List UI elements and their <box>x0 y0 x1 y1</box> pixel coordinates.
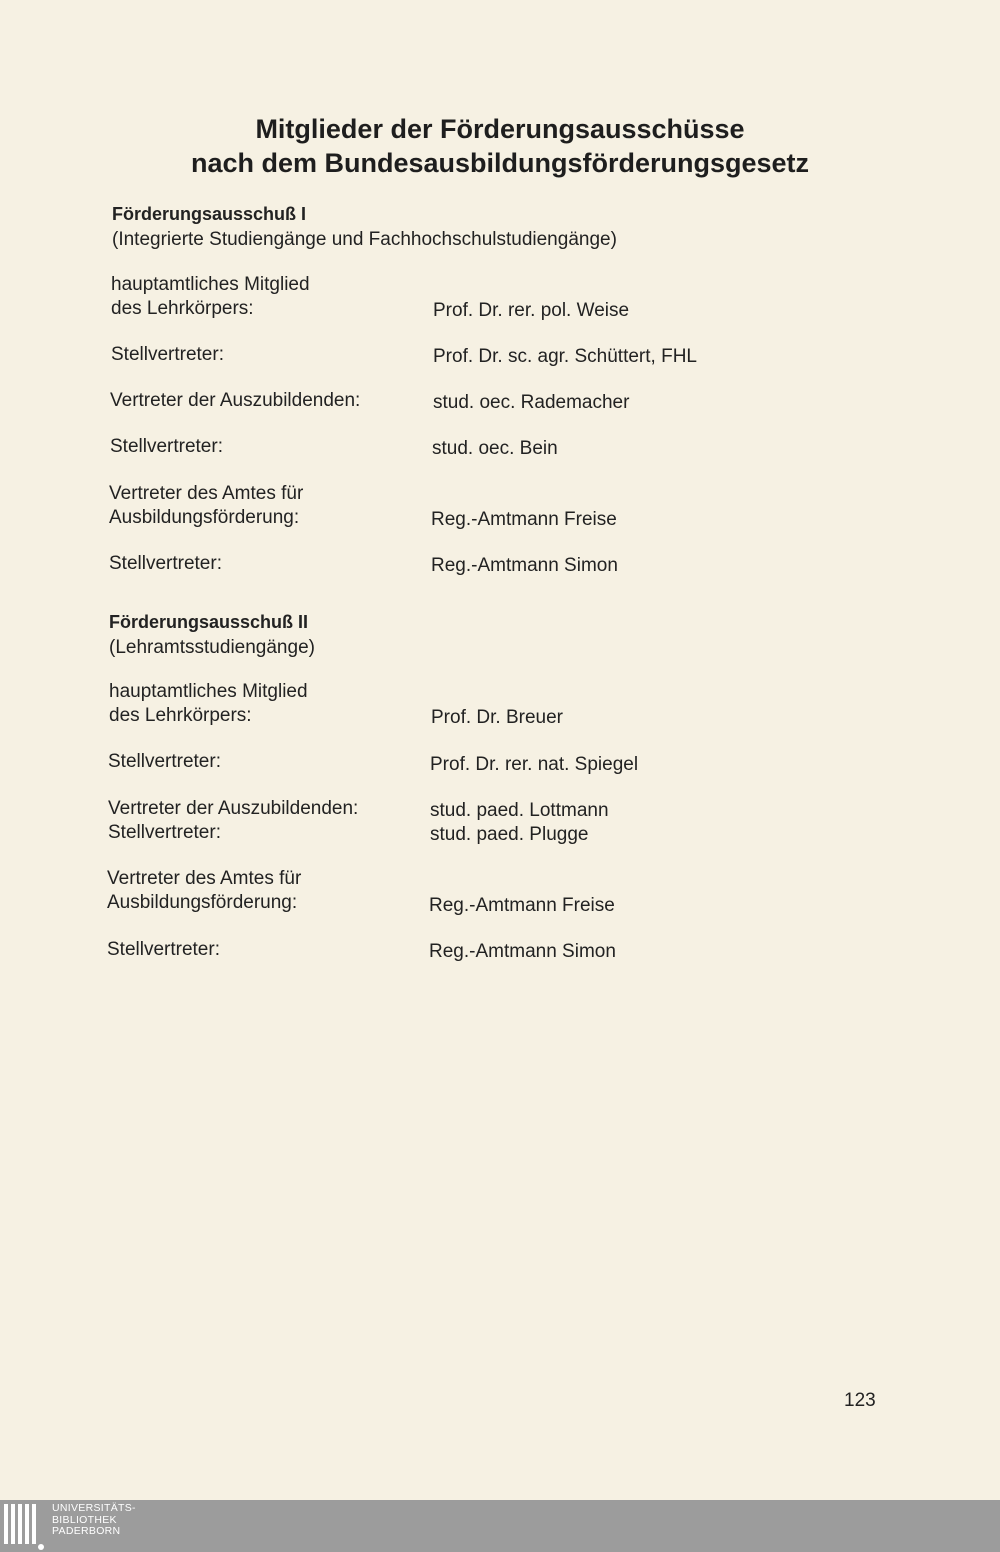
section-2-heading <box>109 610 315 660</box>
s1-value-member: Prof. Dr. rer. pol. Weise <box>433 300 630 321</box>
s1-label-office-line2: Ausbildungsförderung: <box>109 507 300 528</box>
title-line-1: Mitglieder der Förderungsausschüsse <box>255 114 745 144</box>
s2-value-students <box>430 799 609 847</box>
s1-value-deputy-3: Reg.-Amtmann Simon <box>431 555 618 576</box>
library-footer-bar <box>0 1500 1000 1552</box>
s1-label-deputy-2: Stellvertreter: <box>110 436 223 457</box>
s2-value-member: Prof. Dr. Breuer <box>431 707 563 728</box>
section-1-title: Förderungsausschuß I <box>112 204 307 224</box>
library-name <box>52 1503 136 1538</box>
s1-value-deputy-2: stud. oec. Bein <box>432 438 558 459</box>
s2-label-students-line2: Stellvertreter: <box>108 822 221 843</box>
s2-label-office-line2: Ausbildungsförderung: <box>107 892 298 913</box>
s2-label-member <box>109 680 308 728</box>
section-2-title: Förderungsausschuß II <box>109 612 309 632</box>
s2-label-deputy-1: Stellvertreter: <box>108 751 221 772</box>
s1-label-deputy-3: Stellvertreter: <box>109 553 222 574</box>
s2-value-deputy-2: Reg.-Amtmann Simon <box>429 941 616 962</box>
s2-label-office <box>107 867 301 915</box>
library-logo-icon <box>4 1504 36 1548</box>
s2-label-students <box>108 797 358 845</box>
s1-label-deputy-1: Stellvertreter: <box>111 344 224 365</box>
s2-value-deputy-1: Prof. Dr. rer. nat. Spiegel <box>430 754 639 775</box>
s1-value-deputy-1: Prof. Dr. sc. agr. Schüttert, FHL <box>433 346 697 367</box>
library-name-line3: PADERBORN <box>52 1525 121 1537</box>
s1-label-member-line2: des Lehrkörpers: <box>111 298 254 319</box>
title-line-2: nach dem Bundesausbildungsförderungsgesetz <box>190 148 810 178</box>
s2-label-office-line1: Vertreter des Amtes für <box>107 868 302 889</box>
library-name-line1: UNIVERSITÄTS- <box>52 1502 136 1514</box>
s2-label-students-line1: Vertreter der Auszubildenden: <box>108 798 359 819</box>
library-name-line2: BIBLIOTHEK <box>52 1513 117 1526</box>
library-logo-dot <box>38 1544 44 1550</box>
s1-value-office: Reg.-Amtmann Freise <box>431 509 617 530</box>
s1-label-office <box>109 482 303 530</box>
s2-value-students-line2: stud. paed. Plugge <box>430 824 589 845</box>
s2-label-member-line1: hauptamtliches Mitglied <box>109 681 308 702</box>
s1-label-member <box>111 273 310 321</box>
s2-label-deputy-2: Stellvertreter: <box>107 939 220 960</box>
s2-value-students-line1: stud. paed. Lottmann <box>430 800 609 821</box>
s2-label-member-line2: des Lehrkörpers: <box>109 705 252 726</box>
s1-label-office-line1: Vertreter des Amtes für <box>109 483 304 504</box>
section-2-subtitle: (Lehramtsstudiengänge) <box>109 637 315 658</box>
page-title <box>0 112 1000 180</box>
s2-value-office: Reg.-Amtmann Freise <box>429 895 615 916</box>
s1-value-students: stud. oec. Rademacher <box>433 392 630 413</box>
s1-label-member-line1: hauptamtliches Mitglied <box>111 274 310 295</box>
page-number: 123 <box>844 1390 876 1411</box>
s1-label-students: Vertreter der Auszubildenden: <box>110 390 361 411</box>
section-1-subtitle: (Integrierte Studiengänge und Fachhochschulstudiengänge) <box>112 229 617 250</box>
section-1-heading <box>112 202 617 252</box>
